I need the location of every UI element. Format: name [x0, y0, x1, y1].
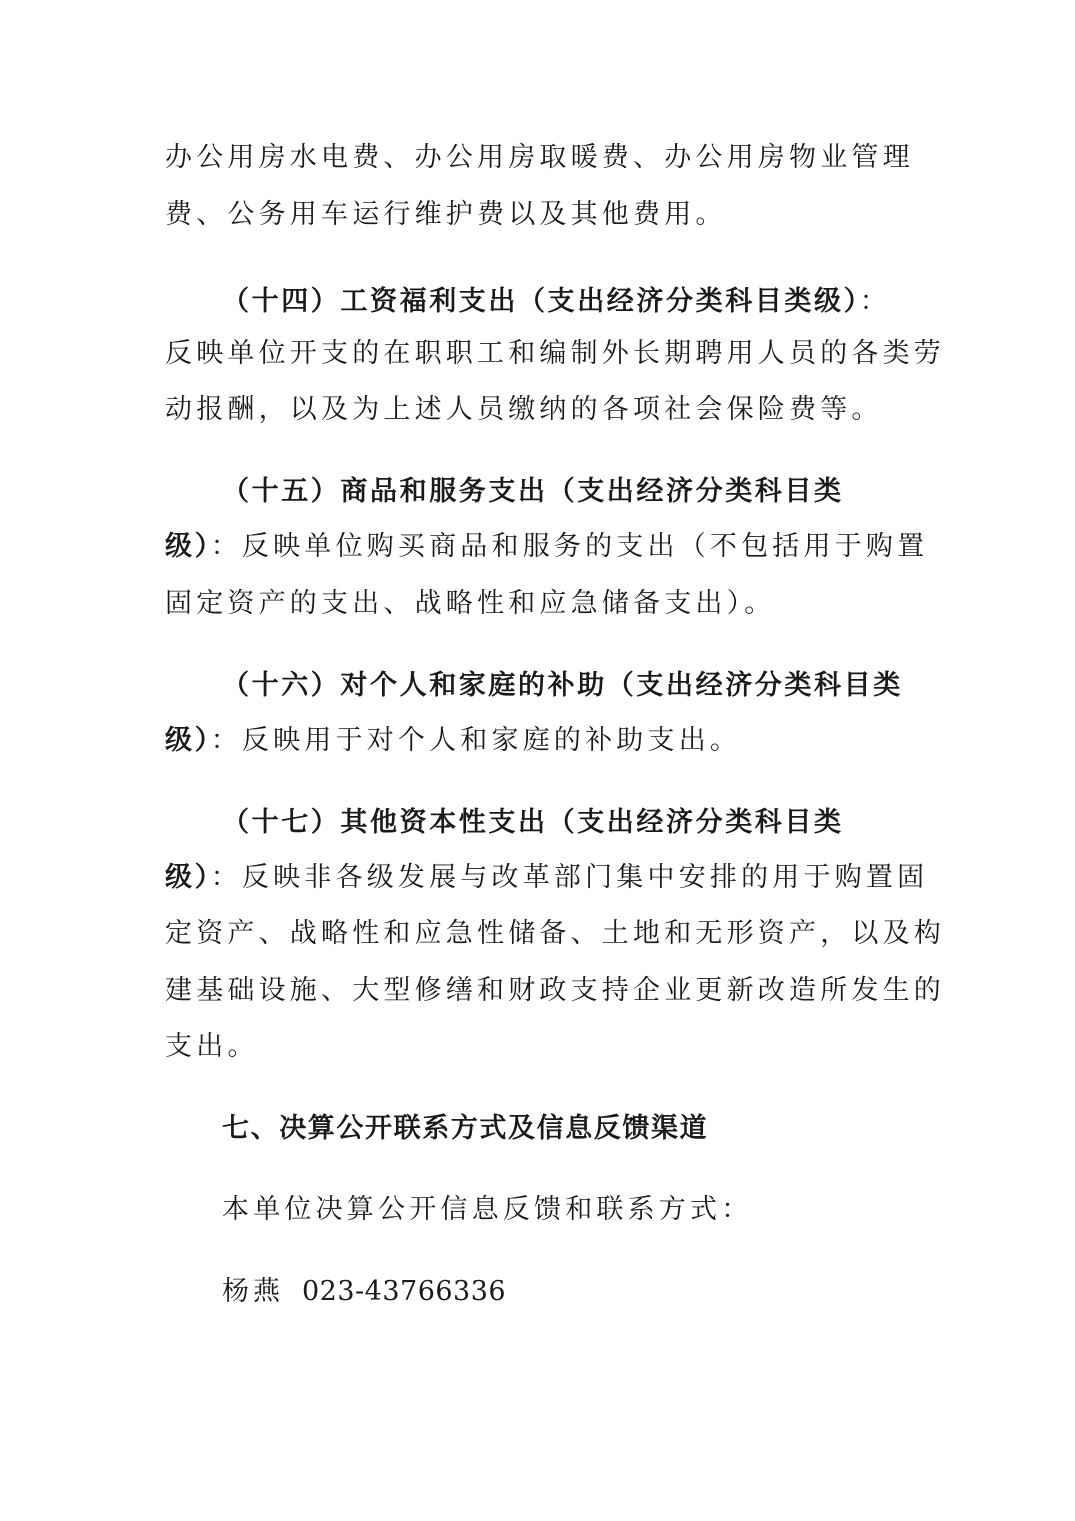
paragraph-15-body: ：反映单位购买商品和服务的支出（不包括用于购置 [210, 531, 929, 562]
paragraph-14-line-3: 动报酬，以及为上述人员缴纳的各项社会保险费等。 [165, 394, 883, 425]
paragraph-14-colon: ： [859, 286, 891, 317]
paragraph-17-title: （十七）其他资本性支出（支出经济分类科目类 [222, 807, 844, 838]
contact-line [222, 1272, 506, 1312]
paragraph-15-line-2 [165, 527, 928, 567]
section-7-heading: 七、决算公开联系方式及信息反馈渠道 [222, 1113, 709, 1144]
paragraph-13-line-1: 办公用房水电费、办公用房取暖费、办公用房物业管理 [165, 142, 914, 173]
paragraph-17-line-2 [165, 858, 928, 898]
contact-phone: 023-43766336 [302, 1276, 507, 1307]
paragraph-13-line-2: 费、公务用车运行维护费以及其他费用。 [165, 199, 727, 230]
paragraph-16-line-2 [165, 721, 741, 761]
paragraph-14-title-line [222, 282, 891, 322]
paragraph-14-line-2: 反映单位开支的在职职工和编制外长期聘用人员的各类劳 [165, 338, 945, 369]
paragraph-16-title: （十六）对个人和家庭的补助（支出经济分类科目类 [222, 670, 903, 701]
paragraph-17-body: ：反映非各级发展与改革部门集中安排的用于购置固 [210, 862, 929, 893]
paragraph-16-body: ：反映用于对个人和家庭的补助支出。 [210, 725, 742, 756]
contact-name: 杨燕 [222, 1276, 284, 1307]
paragraph-15-title: （十五）商品和服务支出（支出经济分类科目类 [222, 476, 844, 507]
paragraph-14-title: （十四）工资福利支出（支出经济分类科目类级） [222, 286, 860, 317]
paragraph-17-line-4: 建基础设施、大型修缮和财政支持企业更新改造所发生的 [165, 975, 945, 1006]
paragraph-17-title-end: 级） [165, 862, 211, 893]
section-7-intro: 本单位决算公开信息反馈和联系方式： [222, 1194, 753, 1225]
paragraph-17-line-5: 支出。 [165, 1031, 259, 1062]
paragraph-15-line-3: 固定资产的支出、战略性和应急储备支出）。 [165, 588, 776, 619]
paragraph-16-title-end: 级） [165, 725, 211, 756]
paragraph-15-title-end: 级） [165, 531, 211, 562]
paragraph-17-line-3: 定资产、战略性和应急性储备、土地和无形资产，以及构 [165, 918, 945, 949]
